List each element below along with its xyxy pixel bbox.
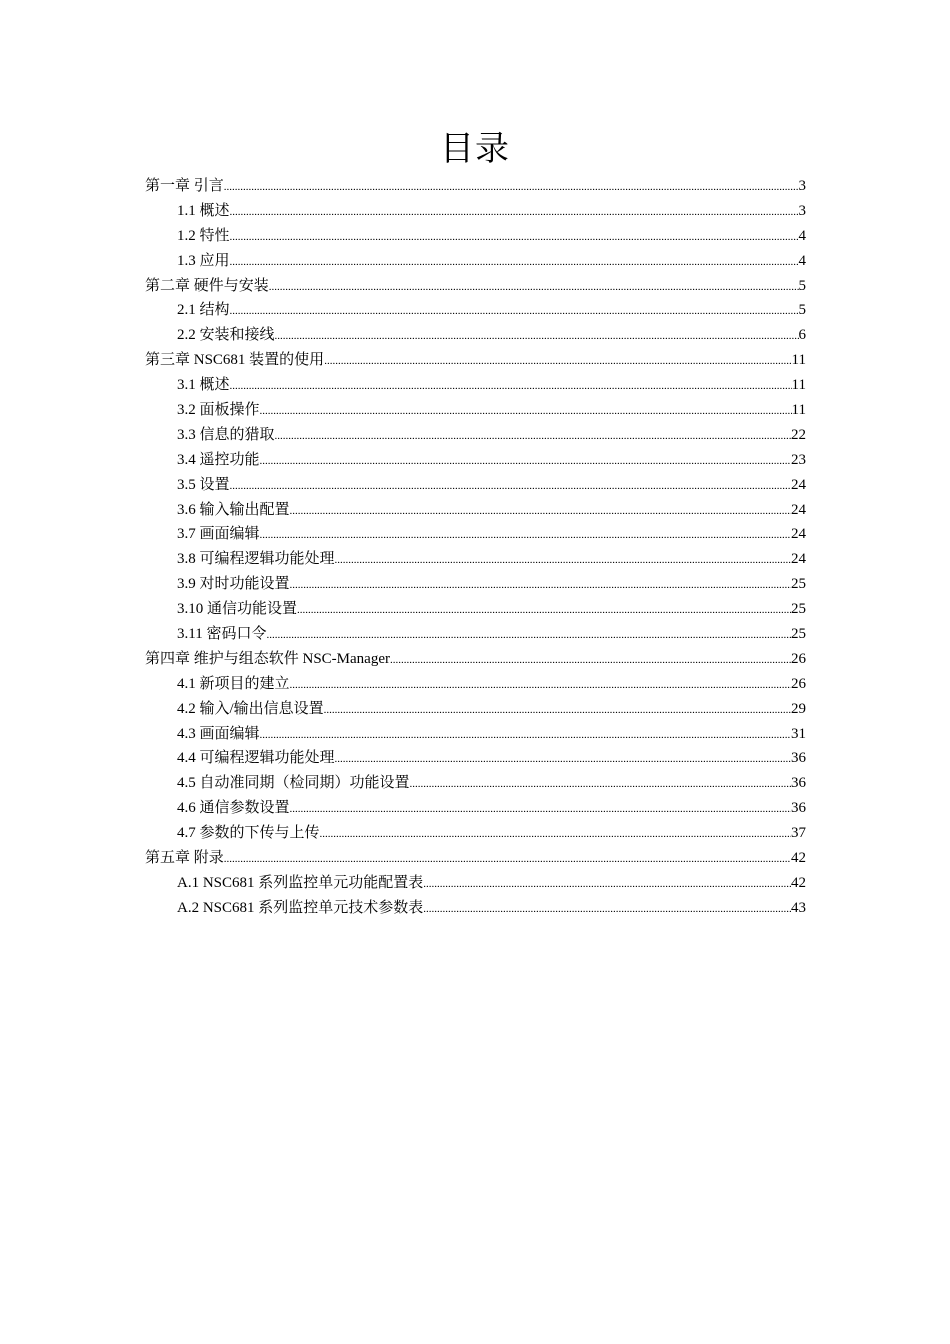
toc-section-entry[interactable] <box>145 323 806 348</box>
toc-entry-text: 4.2 输入/输出信息设置 <box>177 700 324 717</box>
toc-dot-leader <box>290 797 791 822</box>
toc-title: 目录 <box>440 129 510 169</box>
toc-page-number: 29 <box>791 700 806 717</box>
toc-entry-text: 4.3 画面编辑 <box>177 725 260 742</box>
toc-section-entry[interactable] <box>145 572 806 597</box>
toc-dot-leader <box>230 225 799 250</box>
toc-entry-text: 4.6 通信参数设置 <box>177 800 290 817</box>
toc-page-number: 11 <box>791 377 806 394</box>
toc-page-number: 26 <box>791 650 806 667</box>
toc-section-entry[interactable] <box>145 199 806 224</box>
toc-page-number: 36 <box>791 800 806 817</box>
toc-list <box>145 174 806 921</box>
toc-section-entry[interactable] <box>145 672 806 697</box>
toc-section-entry[interactable] <box>145 547 806 572</box>
toc-section-entry[interactable] <box>145 522 806 547</box>
toc-entry-text: 2.1 结构 <box>177 302 230 319</box>
toc-page-number: 3 <box>798 178 806 194</box>
toc-entry-text: 3.3 信息的猎取 <box>177 426 275 443</box>
toc-section-entry[interactable] <box>145 498 806 523</box>
toc-section-entry[interactable] <box>145 796 806 821</box>
toc-dot-leader <box>290 673 791 698</box>
toc-page-number: 22 <box>791 426 806 443</box>
toc-page-number: 31 <box>791 725 806 742</box>
toc-page-number: 43 <box>791 899 806 916</box>
toc-chapter-entry[interactable] <box>145 274 806 299</box>
toc-chapter-entry[interactable] <box>145 846 806 871</box>
toc-dot-leader <box>230 250 799 275</box>
toc-page-number: 25 <box>791 601 806 618</box>
toc-page-number: 24 <box>791 501 806 518</box>
toc-section-entry[interactable] <box>145 771 806 796</box>
toc-entry-text: A.1 NSC681 系列监控单元功能配置表 <box>177 874 424 891</box>
toc-dot-leader <box>290 499 791 524</box>
toc-dot-leader <box>224 175 799 200</box>
toc-section-entry[interactable] <box>145 597 806 622</box>
toc-dot-leader <box>260 523 791 548</box>
toc-dot-leader <box>290 573 791 598</box>
toc-page-number: 25 <box>791 626 806 643</box>
toc-page-number: 26 <box>791 675 806 692</box>
toc-entry-text: 3.1 概述 <box>177 377 230 394</box>
toc-entry-text: 3.5 设置 <box>177 476 230 493</box>
toc-entry-text: 1.2 特性 <box>177 227 230 244</box>
toc-dot-leader <box>410 772 791 797</box>
toc-dot-leader <box>266 623 791 648</box>
toc-page-number: 4 <box>798 252 806 269</box>
toc-dot-leader <box>275 424 791 449</box>
toc-dot-leader <box>335 548 791 573</box>
toc-dot-leader <box>230 474 791 499</box>
toc-page-number: 36 <box>791 775 806 792</box>
toc-entry-text: 1.3 应用 <box>177 252 230 269</box>
toc-page-number: 4 <box>798 227 806 244</box>
toc-entry-text: 3.4 遥控功能 <box>177 451 260 468</box>
toc-dot-leader <box>260 723 791 748</box>
toc-entry-text: 第三章 NSC681 装置的使用 <box>145 352 325 369</box>
toc-entry-text: 第五章 附录 <box>145 850 224 867</box>
toc-dot-leader <box>423 897 791 922</box>
toc-entry-text: 第一章 引言 <box>145 178 224 194</box>
toc-entry-text: 3.6 输入输出配置 <box>177 501 290 518</box>
toc-section-entry[interactable] <box>145 697 806 722</box>
toc-dot-leader <box>230 374 792 399</box>
toc-section-entry[interactable] <box>145 398 806 423</box>
toc-page-number: 37 <box>791 825 806 842</box>
toc-page-number: 6 <box>798 327 806 344</box>
toc-entry-text: 1.1 概述 <box>177 202 230 219</box>
toc-section-entry[interactable] <box>145 622 806 647</box>
toc-page-number: 42 <box>791 850 806 867</box>
toc-entry-text: 3.8 可编程逻辑功能处理 <box>177 551 335 568</box>
toc-chapter-entry[interactable] <box>145 348 806 373</box>
toc-dot-leader <box>320 822 791 847</box>
toc-dot-leader <box>260 449 791 474</box>
toc-entry-text: 4.4 可编程逻辑功能处理 <box>177 750 335 767</box>
toc-chapter-entry[interactable] <box>145 174 806 199</box>
toc-section-entry[interactable] <box>145 249 806 274</box>
toc-page-number: 25 <box>791 576 806 593</box>
toc-page-number: 24 <box>791 551 806 568</box>
toc-dot-leader <box>230 200 799 225</box>
toc-dot-leader <box>324 698 791 723</box>
toc-section-entry[interactable] <box>145 871 806 896</box>
toc-entry-text: 4.5 自动准同期（检同期）功能设置 <box>177 775 410 792</box>
toc-page-number: 3 <box>798 202 806 219</box>
toc-entry-text: 4.1 新项目的建立 <box>177 675 290 692</box>
toc-entry-text: 3.11 密码口令 <box>177 626 267 643</box>
toc-dot-leader <box>230 299 799 324</box>
toc-entry-text: 2.2 安装和接线 <box>177 327 275 344</box>
toc-page-number: 24 <box>791 526 806 543</box>
toc-dot-leader <box>260 399 792 424</box>
toc-dot-leader <box>335 747 791 772</box>
toc-dot-leader <box>297 598 791 623</box>
toc-entry-text: 3.10 通信功能设置 <box>177 601 298 618</box>
toc-page-number: 11 <box>791 402 806 419</box>
toc-section-entry[interactable] <box>145 473 806 498</box>
toc-chapter-entry[interactable] <box>145 647 806 672</box>
toc-entry-text: 3.2 面板操作 <box>177 402 260 419</box>
toc-page-number: 5 <box>798 302 806 319</box>
toc-section-entry[interactable] <box>145 746 806 771</box>
toc-dot-leader <box>269 275 799 300</box>
toc-dot-leader <box>275 324 799 349</box>
toc-entry-text: 第四章 维护与组态软件 NSC-Manager <box>145 650 390 667</box>
toc-section-entry[interactable] <box>145 298 806 323</box>
toc-entry-text: A.2 NSC681 系列监控单元技术参数表 <box>177 899 424 916</box>
toc-dot-leader <box>224 847 791 872</box>
toc-dot-leader <box>324 349 791 374</box>
toc-section-entry[interactable] <box>145 423 806 448</box>
toc-section-entry[interactable] <box>145 373 806 398</box>
toc-page-number: 5 <box>798 277 806 294</box>
toc-entry-text: 3.9 对时功能设置 <box>177 576 290 593</box>
toc-entry-text: 4.7 参数的下传与上传 <box>177 825 320 842</box>
toc-section-entry[interactable] <box>145 896 806 921</box>
toc-dot-leader <box>423 872 791 897</box>
toc-section-entry[interactable] <box>145 722 806 747</box>
toc-page-number: 23 <box>791 451 806 468</box>
toc-entry-text: 第二章 硬件与安装 <box>145 277 269 294</box>
toc-page-number: 36 <box>791 750 806 767</box>
toc-page-number: 42 <box>791 874 806 891</box>
toc-dot-leader <box>390 648 791 673</box>
toc-page-number: 11 <box>791 352 806 369</box>
toc-section-entry[interactable] <box>145 224 806 249</box>
toc-entry-text: 3.7 画面编辑 <box>177 526 260 543</box>
toc-section-entry[interactable] <box>145 448 806 473</box>
toc-page-number: 24 <box>791 476 806 493</box>
toc-section-entry[interactable] <box>145 821 806 846</box>
